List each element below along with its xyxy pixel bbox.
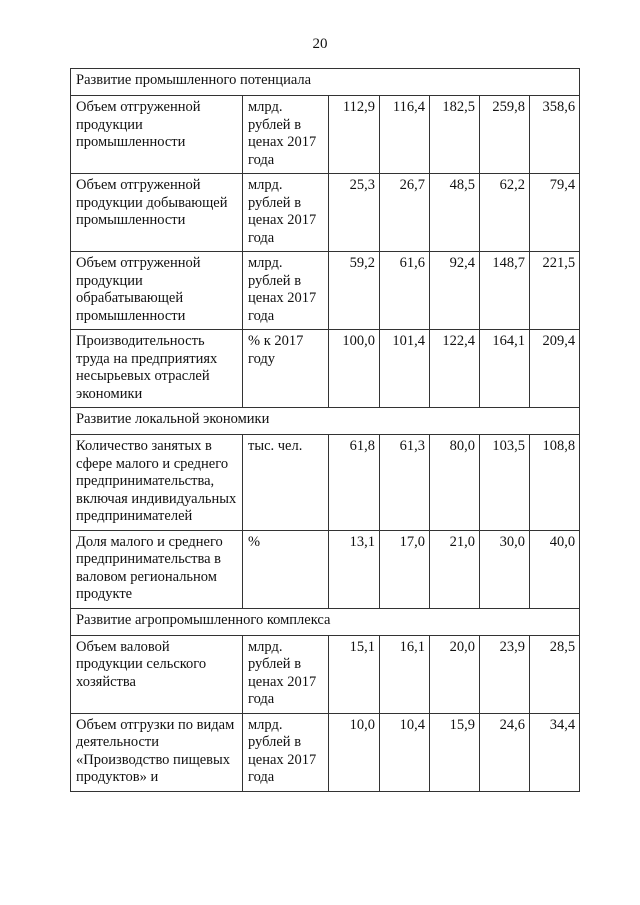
value-cell: 20,0 bbox=[430, 635, 480, 713]
unit-cell: млрд. рублей в ценах 2017 года bbox=[243, 174, 329, 252]
indicator-cell: Объем отгруженной продукции промышленности bbox=[71, 96, 243, 174]
value-cell: 25,3 bbox=[329, 174, 380, 252]
value-cell: 61,6 bbox=[380, 252, 430, 330]
table-row bbox=[71, 174, 580, 252]
indicators-table bbox=[70, 68, 580, 792]
table-row bbox=[71, 635, 580, 713]
section-row bbox=[71, 408, 580, 435]
value-cell: 116,4 bbox=[380, 96, 430, 174]
value-cell: 17,0 bbox=[380, 530, 430, 608]
table-row bbox=[71, 713, 580, 791]
table-row bbox=[71, 330, 580, 408]
value-cell: 10,0 bbox=[329, 713, 380, 791]
value-cell: 15,9 bbox=[430, 713, 480, 791]
indicator-cell: Количество занятых в сфере малого и среднего предпринимательства, включая индивидуальных предпринимателей bbox=[71, 435, 243, 531]
unit-cell: млрд. рублей в ценах 2017 года bbox=[243, 252, 329, 330]
value-cell: 59,2 bbox=[329, 252, 380, 330]
value-cell: 61,3 bbox=[380, 435, 430, 531]
page-number: 20 bbox=[312, 36, 328, 52]
unit-cell: млрд. рублей в ценах 2017 года bbox=[243, 635, 329, 713]
value-cell: 221,5 bbox=[530, 252, 580, 330]
table-row bbox=[71, 435, 580, 531]
indicator-cell: Объем отгруженной продукции обрабатывающей промышленности bbox=[71, 252, 243, 330]
value-cell: 30,0 bbox=[480, 530, 530, 608]
value-cell: 182,5 bbox=[430, 96, 480, 174]
value-cell: 108,8 bbox=[530, 435, 580, 531]
value-cell: 358,6 bbox=[530, 96, 580, 174]
indicator-cell: Объем отгруженной продукции добывающей промышленности bbox=[71, 174, 243, 252]
table-row bbox=[71, 530, 580, 608]
table-row bbox=[71, 252, 580, 330]
value-cell: 209,4 bbox=[530, 330, 580, 408]
value-cell: 112,9 bbox=[329, 96, 380, 174]
section-title: Развитие агропромышленного комплекса bbox=[71, 608, 580, 635]
value-cell: 259,8 bbox=[480, 96, 530, 174]
unit-cell: тыс. чел. bbox=[243, 435, 329, 531]
value-cell: 21,0 bbox=[430, 530, 480, 608]
value-cell: 122,4 bbox=[430, 330, 480, 408]
section-title: Развитие локальной экономики bbox=[71, 408, 580, 435]
indicator-cell: Доля малого и среднего предпринимательства в валовом региональном продукте bbox=[71, 530, 243, 608]
value-cell: 92,4 bbox=[430, 252, 480, 330]
value-cell: 164,1 bbox=[480, 330, 530, 408]
value-cell: 10,4 bbox=[380, 713, 430, 791]
value-cell: 40,0 bbox=[530, 530, 580, 608]
unit-cell: % к 2017 году bbox=[243, 330, 329, 408]
value-cell: 23,9 bbox=[480, 635, 530, 713]
unit-cell: млрд. рублей в ценах 2017 года bbox=[243, 713, 329, 791]
indicator-cell: Производительность труда на предприятиях несырьевых отраслей экономики bbox=[71, 330, 243, 408]
value-cell: 16,1 bbox=[380, 635, 430, 713]
table-row bbox=[71, 96, 580, 174]
value-cell: 62,2 bbox=[480, 174, 530, 252]
unit-cell: % bbox=[243, 530, 329, 608]
value-cell: 61,8 bbox=[329, 435, 380, 531]
value-cell: 34,4 bbox=[530, 713, 580, 791]
indicator-cell: Объем валовой продукции сельского хозяйства bbox=[71, 635, 243, 713]
value-cell: 15,1 bbox=[329, 635, 380, 713]
value-cell: 100,0 bbox=[329, 330, 380, 408]
section-row bbox=[71, 69, 580, 96]
value-cell: 148,7 bbox=[480, 252, 530, 330]
value-cell: 24,6 bbox=[480, 713, 530, 791]
section-row bbox=[71, 608, 580, 635]
value-cell: 13,1 bbox=[329, 530, 380, 608]
value-cell: 79,4 bbox=[530, 174, 580, 252]
value-cell: 26,7 bbox=[380, 174, 430, 252]
unit-cell: млрд. рублей в ценах 2017 года bbox=[243, 96, 329, 174]
value-cell: 80,0 bbox=[430, 435, 480, 531]
section-title: Развитие промышленного потенциала bbox=[71, 69, 580, 96]
value-cell: 48,5 bbox=[430, 174, 480, 252]
value-cell: 101,4 bbox=[380, 330, 430, 408]
indicator-cell: Объем отгрузки по видам деятельности «Производство пищевых продуктов» и bbox=[71, 713, 243, 791]
value-cell: 103,5 bbox=[480, 435, 530, 531]
value-cell: 28,5 bbox=[530, 635, 580, 713]
